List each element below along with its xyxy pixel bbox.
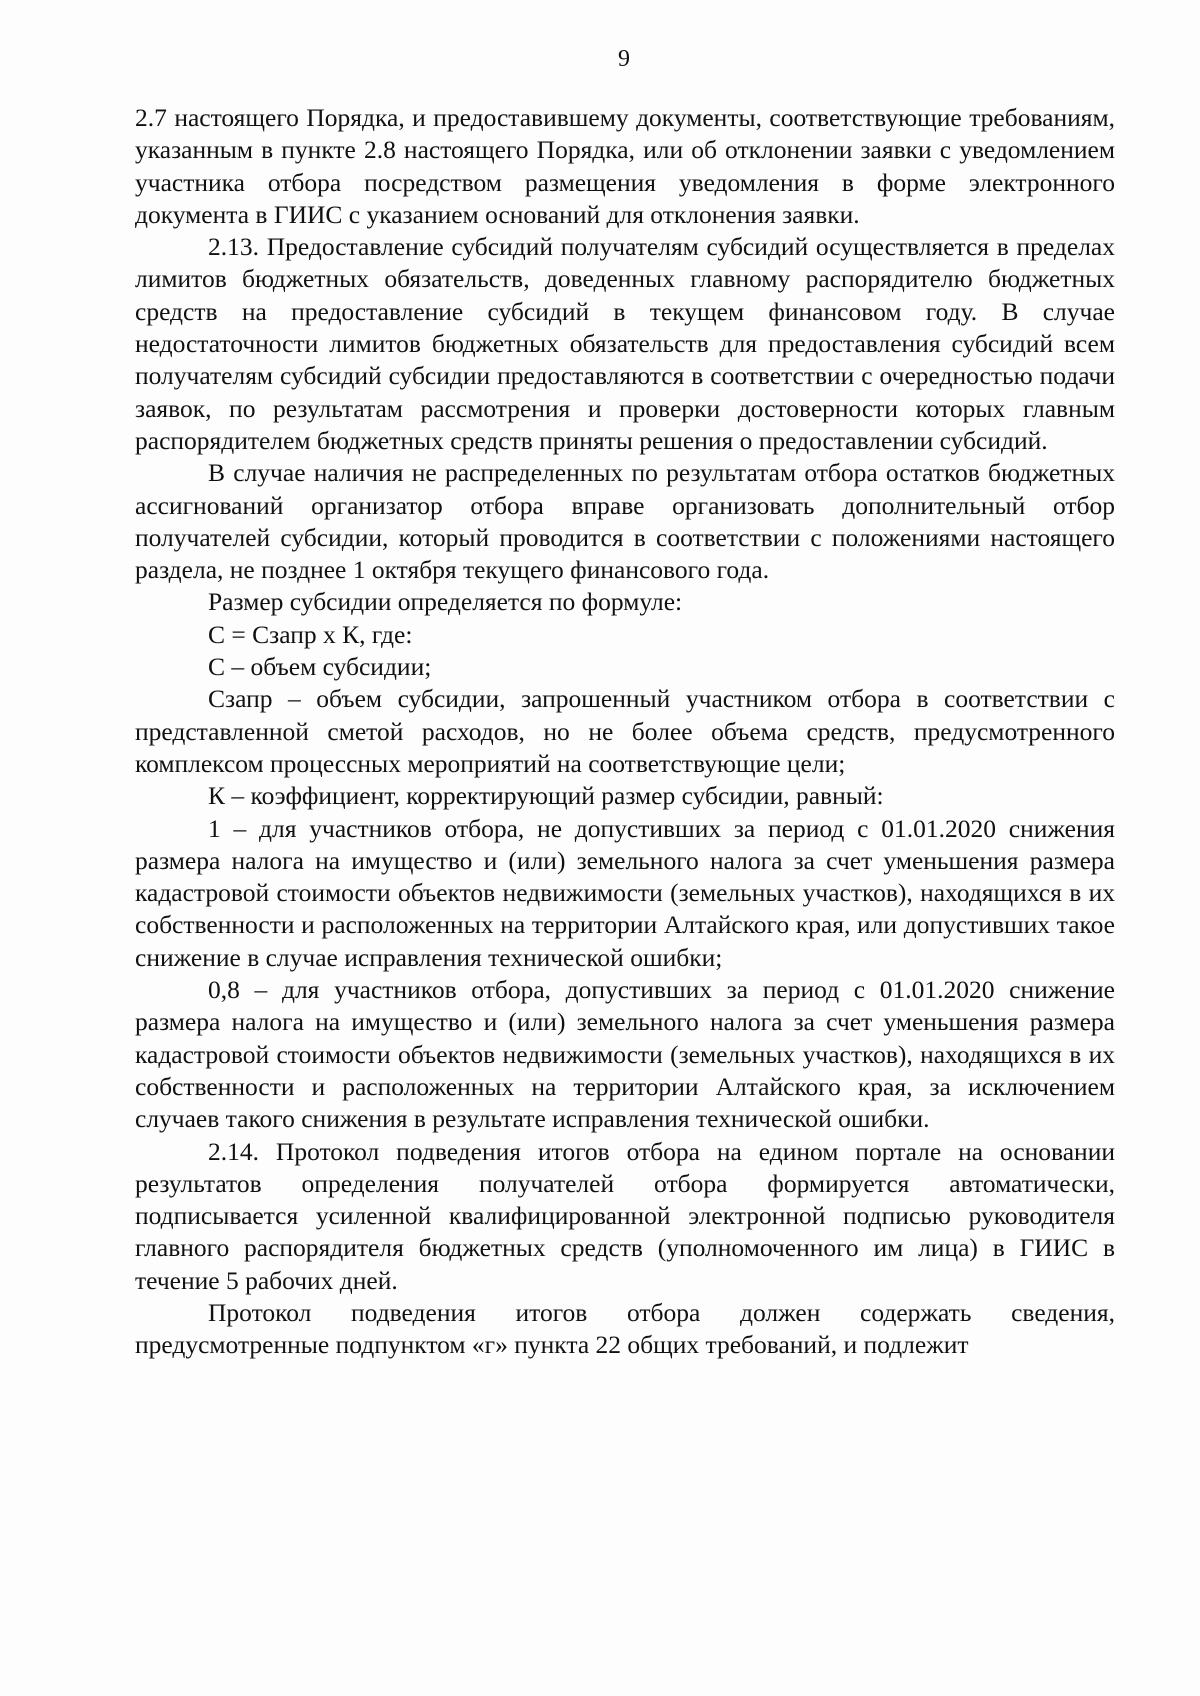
paragraph-2-13: 2.13. Предоставление субсидий получателям субсидий осуществляется в пределах лимитов бюджетных обязательств, доведенных главному распорядителю бюджетных средств на предоставление субсидий в текущем финансовом году. В случае недостаточности лимитов бюджетных обязательств для предоставления субсидий всем получателям субсидий субсидии предоставляются в соответствии с очередностью подачи заявок, по результатам рассмотрения и проверки достоверности которых главным распорядителем бюджетных средств приняты решения о предоставлении субсидий. [135, 232, 1115, 455]
formula-intro: Размер субсидии определяется по формуле: [208, 587, 683, 617]
paragraph-protocol: Протокол подведения итогов отбора должен содержать сведения, предусмотренные подпунктом «г» пункта 22 общих требований, и подлежит [135, 1297, 1115, 1360]
formula-definition-k: К – коэффициент, корректирующий размер субсидии, равный: [208, 781, 884, 811]
page-number: 9 [618, 46, 630, 72]
formula-definition-czapr: Сзапр – объем субсидии, запрошенный участником отбора в соответствии с представленной сметой расходов, но не более объема средств, предусмотренного комплексом процессных мероприятий на соответствующие цели; [135, 684, 1115, 778]
formula-definition-c: С – объем субсидии; [208, 652, 432, 682]
formula: С = Сзапр х К, где: [208, 619, 413, 649]
paragraph-remaining-funds: В случае наличия не распределенных по результатам отбора остатков бюджетных ассигнований организатор отбора вправе организовать дополнительный отбор получателей субсидии, который проводится в соответствии с положениями настоящего раздела, не позднее 1 октября текущего финансового года. [135, 458, 1115, 585]
document-body [135, 102, 1115, 1362]
coefficient-0-8: 0,8 – для участников отбора, допустивших за период с 01.01.2020 снижение размера налога на имущество и (или) земельного налога за счет уменьшения размера кадастровой стоимости объектов недвижимости (земельных участков), находящихся в их собственности и расположенных на территории Алтайского края, за исключением случаев такого снижения в результате исправления технической ошибки. [135, 975, 1115, 1134]
paragraph-2-14: 2.14. Протокол подведения итогов отбора на едином портале на основании результатов определения получателей отбора формируется автоматически, подписывается усиленной квалифицированной электронной подписью руководителя главного распорядителя бюджетных средств (уполномоченного им лица) в ГИИС в течение 5 рабочих дней. [135, 1136, 1115, 1295]
paragraph-continuation: 2.7 настоящего Порядка, и предоставившему документы, соответствующие требованиям, указанным в пункте 2.8 настоящего Порядка, или об отклонении заявки с уведомлением участника отбора посредством размещения уведомления в форме электронного документа в ГИИС с указанием оснований для отклонения заявки. [135, 103, 1115, 229]
coefficient-1: 1 – для участников отбора, не допустивших за период с 01.01.2020 снижения размера налога на имущество и (или) земельного налога за счет уменьшения размера кадастровой стоимости объектов недвижимости (земельных участков), находящихся в их собственности и расположенных на территории Алтайского края, или допустивших такое снижение в случае исправления технической ошибки; [135, 813, 1115, 972]
